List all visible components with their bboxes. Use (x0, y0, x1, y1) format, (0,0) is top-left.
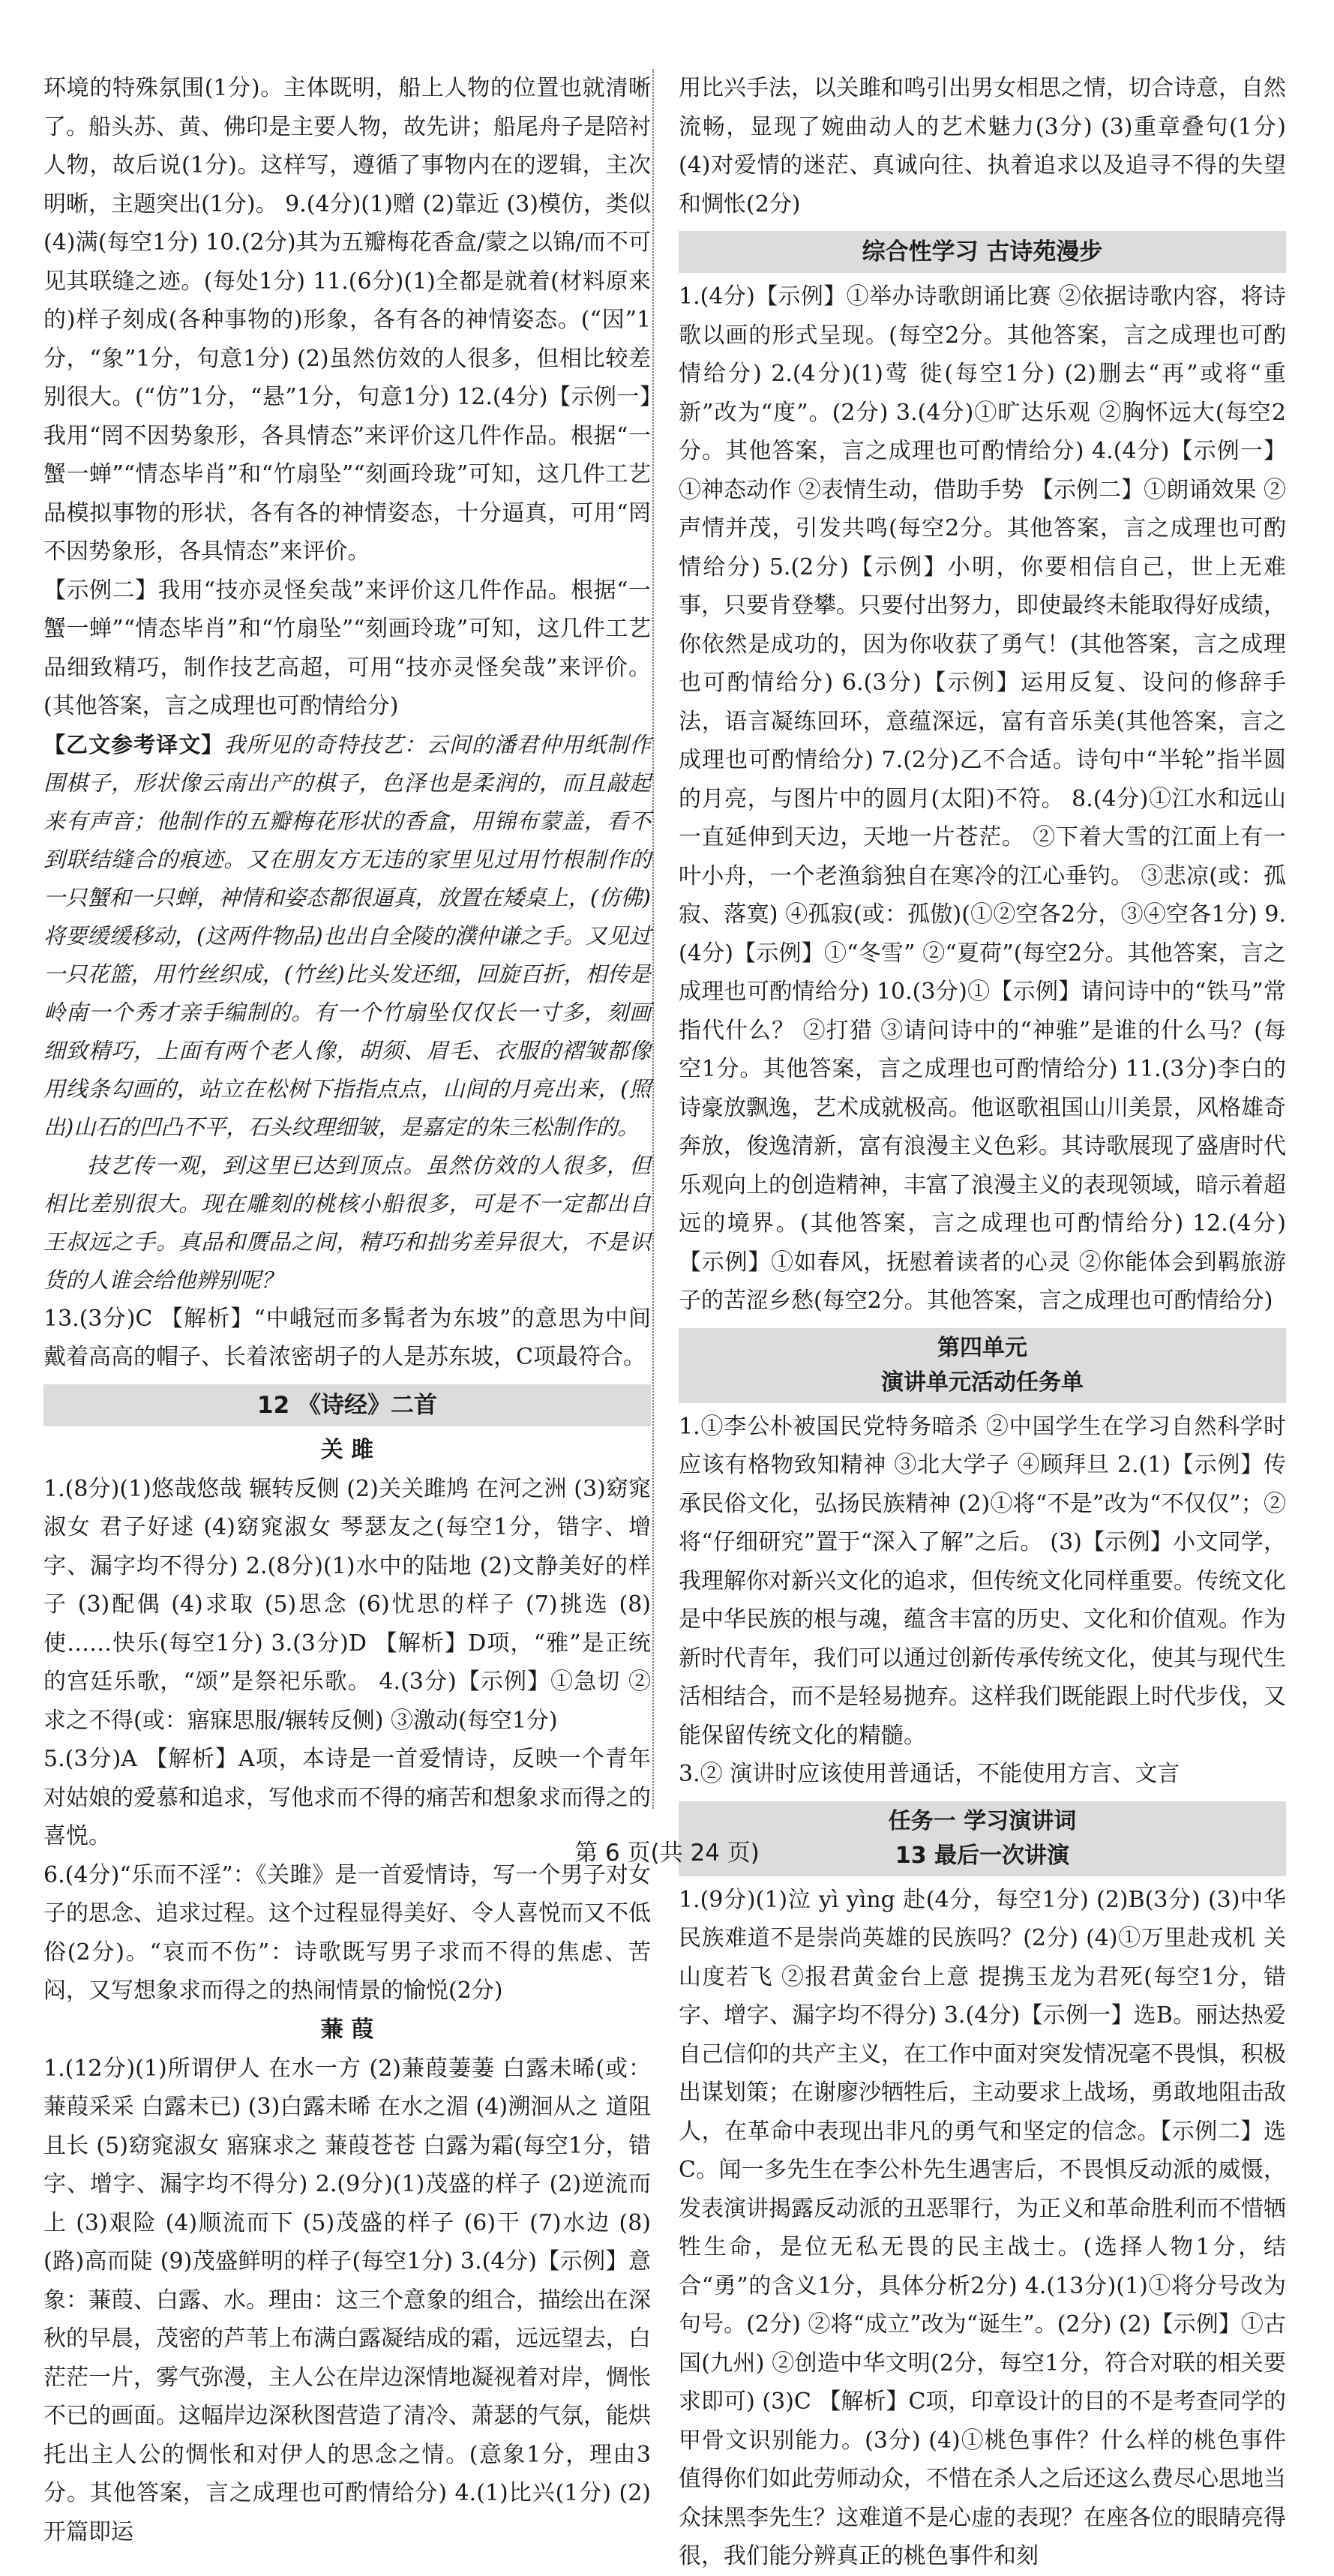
answer-paragraph: 3.② 演讲时应该使用普通话，不能使用方言、文言 (679, 1761, 1180, 1787)
unit-subtitle: 演讲单元活动任务单 (881, 1369, 1084, 1396)
answer-paragraph: 1.①李公朴被国民党特务暗杀 ②中国学生在学习自然科学时应该有格物致知精神 ③北大学子 ④顾拜旦 2.(1)【示例】传承民俗文化，弘扬民族精神 (2)①将“不是”改为“不仅仅”；②将“仔细研究”置于“深入了解”之后。 (3)【示例】小文同学，我理解你对新兴文化的追求，但传统文化同样重要。传统文化是中华民族的根与魂，蕴含丰富的历史、文化和价值观。作为新时代青年，我们可以通过创新传承传统文化，使其与现代生活相结合，而不是轻易抛弃。这样我们既能跟上时代步伐，又能保留传统文化的精髓。 (679, 1413, 1286, 1749)
answer-paragraph: 用比兴手法，以关雎和鸣引出男女相思之情，切合诗意，自然流畅，显现了婉曲动人的艺术魅力(3分) (3)重章叠句(1分) (4)对爱情的迷茫、真诚向往、执着追求以及追寻不得的失望和惆怅(2分) (679, 75, 1286, 217)
answer-paragraph: 1.(8分)(1)悠哉悠哉 辗转反侧 (2)关关雎鸠 在河之洲 (3)窈窕淑女 君子好逑 (4)窈窕淑女 琴瑟友之(每空1分，错字、增字、漏字均不得分) 2.(8分)(1)水中的陆地 (2)文静美好的样子 (3)配偶 (4)求取 (5)思念 (6)忧思的样子 (7)挑选 (8)使……快乐(每空1分) 3.(3分)D 【解析】D项，“雅”是正统的宫廷乐歌，“颂”是祭祀乐歌。 4.(3分)【示例】①急切 ②求之不得(或：寤寐思服/辗转反侧) ③激动(每空1分) (43, 1475, 651, 1734)
answer-paragraph: 【示例二】我用“技亦灵怪矣哉”来评价这几件作品。根据“一蟹一蝉”“情态毕肖”和“竹扇坠”“刻画玲珑”可知，这几件工艺品细致精巧，制作技艺高超，可用“技亦灵怪矣哉”来评价。(其他答案，言之成理也可酌情给分) (43, 577, 651, 719)
page-number: 第 6 页(共 24 页) (574, 1840, 760, 1867)
unit-heading (679, 1328, 1286, 1403)
translation-label: 【乙文参考译文】 (43, 731, 224, 757)
answer-paragraph: 1.(12分)(1)所谓伊人 在水一方 (2)蒹葭萋萋 白露未晞(或：蒹葭采采 白露未已) (3)白露未晞 在水之湄 (4)溯洄从之 道阻且长 (5)窈窕淑女 寤寐求之 蒹葭苍苍 白露为霜(每空1分，错字、增字、漏字均不得分) 2.(9分)(1)茂盛的样子 (2)逆流而上 (3)艰险 (4)顺流而下 (5)茂盛的样子 (6)干 (7)水边 (8)(路)高而陡 (9)茂盛鲜明的样子(每空1分) 3.(4分)【示例】意象：蒹葭、白露、水。理由：这三个意象的组合，描绘出在深秋的早晨，茂密的芦苇上布满白露凝结成的霜，远远望去，白茫茫一片，雾气弥漫，主人公在岸边深情地凝视着对岸，惆怅不已的画面。这幅岸边深秋图营造了清冷、萧瑟的气氛，能烘托出主人公的惆怅和对伊人的思念之情。(意象1分，理由3分。其他答案，言之成理也可酌情给分) 4.(1)比兴(1分) (2)开篇即运 (43, 2055, 651, 2545)
answer-paragraph: 13.(3分)C 【解析】“中峨冠而多髯者为东坡”的意思为中间戴着高高的帽子、长着浓密胡子的人是苏东坡，C项最符合。 (43, 1305, 651, 1370)
answer-paragraph: 环境的特殊氛围(1分)。主体既明，船上人物的位置也就清晰了。船头苏、黄、佛印是主要人物，故先讲；船尾舟子是陪衬人物，故后说(1分)。这样写，遵循了事物内在的逻辑，主次明晰，主题突出(1分)。 9.(4分)(1)赠 (2)靠近 (3)模仿，类似 (4)满(每空1分) 10.(2分)其为五瓣梅花香盒/蒙之以锦/而不可见其联缝之迹。(每处1分) 11.(6分)(1)全都是就着(材料原来的)样子刻成(各种事物的)形象，各有各的神情姿态。(“因”1分，“象”1分，句意1分) (2)虽然仿效的人很多，但相比较差别很大。(“仿”1分，“悬”1分，句意1分) 12.(4分)【示例一】我用“罔不因势象形，各具情态”来评价这几件作品。根据“一蟹一蝉”“情态毕肖”和“竹扇坠”“刻画玲珑”可知，这几件工艺品模拟事物的形状，各有各的神情姿态，十分逼真，可用“罔不因势象形，各具情态”来评价。 (43, 75, 651, 565)
poem-title: 关 雎 (320, 1436, 374, 1463)
answer-paragraph: 1.(4分)【示例】①举办诗歌朗诵比赛 ②依据诗歌内容，将诗歌以画的形式呈现。(每空2分。其他答案，言之成理也可酌情给分) 2.(4分)(1)莺 徙(每空1分) (2)删去“再”或将“重新”改为“度”。(2分) 3.(4分)①旷达乐观 ②胸怀远大(每空2分。其他答案，言之成理也可酌情给分) 4.(4分)【示例一】①神态动作 ②表情生动，借助手势 【示例二】①朗诵效果 ②声情并茂，引发共鸣(每空2分。其他答案，言之成理也可酌情给分) 5.(2分)【示例】小明，你要相信自己，世上无难事，只要肯登攀。只要付出努力，即使最终未能取得好成绩，你依然是成功的，因为你收获了勇气！(其他答案，言之成理也可酌情给分) 6.(3分)【示例】运用反复、设问的修辞手法，语言凝练回环，意蕴深远，富有音乐美(其他答案，言之成理也可酌情给分) 7.(2分)乙不合适。诗句中“半轮”指半圆的月亮，与图片中的圆月(太阳)不符。 8.(4分)①江水和远山一直延伸到天边，天地一片苍茫。 ②下着大雪的江面上有一叶小舟，一个老渔翁独自在寒冷的江心垂钓。 ③悲凉(或：孤寂、落寞) ④孤寂(或：孤傲)(①②空各2分，③④空各1分) 9.(4分)【示例】①“冬雪” ②“夏荷”(每空2分。其他答案，言之成理也可酌情给分) 10.(3分)①【示例】请问诗中的“铁马”常指代什么？ ②打猎 ③请问诗中的“神骓”是谁的什么马？(每空1分。其他答案，言之成理也可酌情给分) 11.(3分)李白的诗豪放飘逸，艺术成就极高。他讴歌祖国山川美景，风格雄奇奔放，俊逸清新，富有浪漫主义色彩。其诗歌展现了盛唐时代乐观向上的创造精神，丰富了浪漫主义的表现领域，暗示着超远的境界。(其他答案，言之成理也可酌情给分) 12.(4分)【示例】①如春风，抚慰着读者的心灵 ②你能体会到羁旅游子的苦涩乡愁(每空2分。其他答案，言之成理也可酌情给分) (679, 283, 1286, 1314)
lesson-title: 13 最后一次讲演 (895, 1842, 1070, 1869)
task-title: 任务一 学习演讲词 (888, 1807, 1077, 1834)
translation-text: 我所见的奇特技艺：云间的潘君仲用纸制作围棋子，形状像云南出产的棋子，色泽也是柔润的，而且敲起来有声音；他制作的五瓣梅花形状的香盒，用锦布蒙盖，看不到联结缝合的痕迹。又在朋友方无违的家里见过用竹根制作的一只蟹和一只蝉，神情和姿态都很逼真，放置在矮桌上，(仿佛)将要缓缓移动，(这两件物品)也出自全陵的濮仲谦之手。又见过一只花篮，用竹丝织成，(竹丝)比头发还细，回旋百折，相传是岭南一个秀才亲手编制的。有一个竹扇坠仅仅长一寸多，刻画细致精巧，上面有两个老人像，胡须、眉毛、衣服的褶皱都像用线条勾画的，站立在松树下指指点点，山间的月亮出来，(照出)山石的凹凸不平，石头纹理细皱，是嘉定的朱三松制作的。 (43, 731, 651, 1140)
answer-paragraph: 1.(9分)(1)泣 yì yìng 赴(4分，每空1分) (2)B(3分) (3)中华民族难道不是崇尚英雄的民族吗？(2分) (4)①万里赴戎机 关山度若飞 ②报君黄金台上意 提携玉龙为君死(每空1分，错字、增字、漏字均不得分) 3.(4分)【示例一】选B。丽达热爱自己信仰的共产主义，在工作中面对突发情况毫不畏惧，积极出谋划策；在谢廖沙牺牲后，主动要求上战场，勇敢地阻击敌人，在革命中表现出非凡的勇气和坚定的信念。【示例二】选C。闻一多先生在李公朴先生遇害后，不畏惧反动派的威慑，发表演讲揭露反动派的丑恶罪行，为正义和革命胜利而不惜牺牲生命，是位无私无畏的民主战士。(选择人物1分，结合“勇”的含义1分，具体分析2分) 4.(13分)(1)①将分号改为句号。(2分) ②将“成立”改为“诞生”。(2分) (2)【示例】①古国(九州) ②创造中华文明(2分，每空1分，符合对联的相关要求即可) (3)C 【解析】C项，印章设计的目的不是考查同学的甲骨文识别能力。(3分) (4)①桃色事件？什么样的桃色事件值得你们如此劳师动众，不惜在杀人之后还这么费尽心思地当众抹黑李先生？这难道不是心虚的表现？在座各位的眼睛亮得很，我们能分辨真正的桃色事件和刻 (679, 1886, 1286, 2569)
answer-paragraph: 6.(4分)“乐而不淫”：《关雎》是一首爱情诗，写一个男子对女子的思念、追求过程。这个过程显得美好、令人喜悦而又不低俗(2分)。“哀而不伤”：诗歌既写男子求而不得的焦虑、苦闷，又写想象求而得之的热闹情景的愉悦(2分) (43, 1861, 651, 2004)
translation-paragraph: 技艺传一观，到这里已达到顶点。虽然仿效的人很多，但相比差别很大。现在雕刻的桃核小船很多，可是不一定都出自王叔远之手。真品和赝品之间，精巧和拙劣差异很大，不是识货的人谁会给他辨别呢？ (43, 1152, 651, 1293)
unit-title: 第四单元 (937, 1334, 1027, 1361)
answer-paragraph: 5.(3分)A 【解析】A项，本诗是一首爱情诗，反映一个青年对姑娘的爱慕和追求，写他求而不得的痛苦和想象求而得之的喜悦。 (43, 1746, 651, 1849)
poem-title: 蒹 葭 (320, 2016, 374, 2043)
right-column (679, 69, 1286, 2576)
section-heading: 12 《诗经》二首 (43, 1384, 651, 1426)
section-heading: 综合性学习 古诗苑漫步 (679, 231, 1286, 273)
column-divider (652, 69, 654, 1809)
left-column (43, 69, 651, 2551)
translation-paragraph (43, 726, 651, 1147)
